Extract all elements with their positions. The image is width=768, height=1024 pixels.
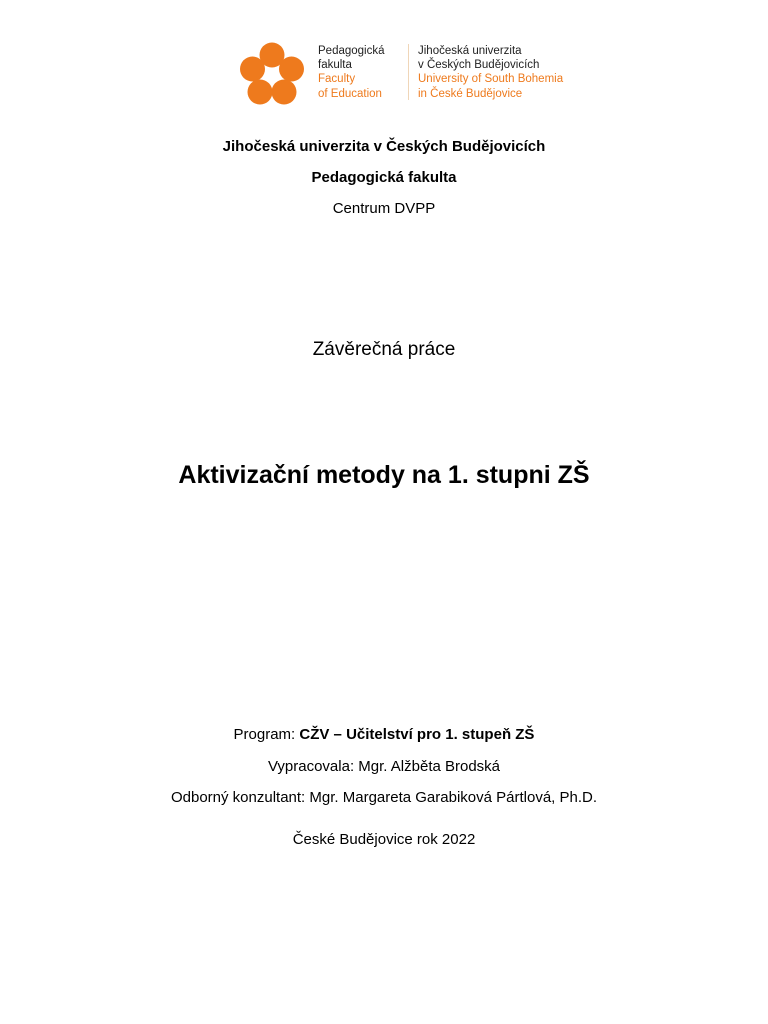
author-line	[0, 758, 768, 775]
flower-logo-icon	[238, 40, 306, 106]
logo-faculty-text	[318, 44, 385, 101]
logo-university-en-line-1: University of South Bohemia	[418, 73, 564, 86]
logo-divider	[408, 44, 409, 100]
logo-faculty-en-line-1: Faculty	[318, 73, 356, 86]
logo-university-text	[418, 44, 563, 101]
author-value: Mgr. Alžběta Brodská	[358, 758, 501, 775]
consultant-line	[0, 789, 768, 806]
program-line	[0, 726, 768, 743]
university-logo	[238, 40, 598, 106]
program-label: Program:	[233, 726, 296, 743]
consultant-label: Odborný konzultant:	[170, 789, 306, 806]
logo-university-en-line-2: in České Budějovice	[418, 87, 523, 100]
document-type: Závěrečná práce	[312, 339, 456, 360]
consultant-value: Mgr. Margareta Garabiková Pártlová, Ph.D.	[309, 789, 598, 806]
author-label: Vypracovala:	[267, 758, 355, 775]
logo-faculty-en-line-2: of Education	[318, 87, 382, 100]
thesis-title: Aktivizační metody na 1. stupni ZŠ	[178, 461, 590, 489]
logo-university-cz-line-1: Jihočeská univerzita	[418, 45, 522, 57]
faculty-name: Pedagogická fakulta	[311, 169, 457, 186]
logo-faculty-cz-line-2: fakulta	[318, 59, 352, 72]
program-value: CŽV – Učitelství pro 1. stupeň ZŠ	[299, 726, 535, 743]
logo-university-cz-line-2: v Českých Budějovicích	[418, 59, 540, 72]
place-year: České Budějovice rok 2022	[292, 831, 476, 848]
logo-faculty-cz-line-1: Pedagogická	[318, 45, 385, 57]
university-name: Jihočeská univerzita v Českých Budějovicích	[222, 138, 546, 155]
centre-name: Centrum DVPP	[332, 200, 436, 217]
